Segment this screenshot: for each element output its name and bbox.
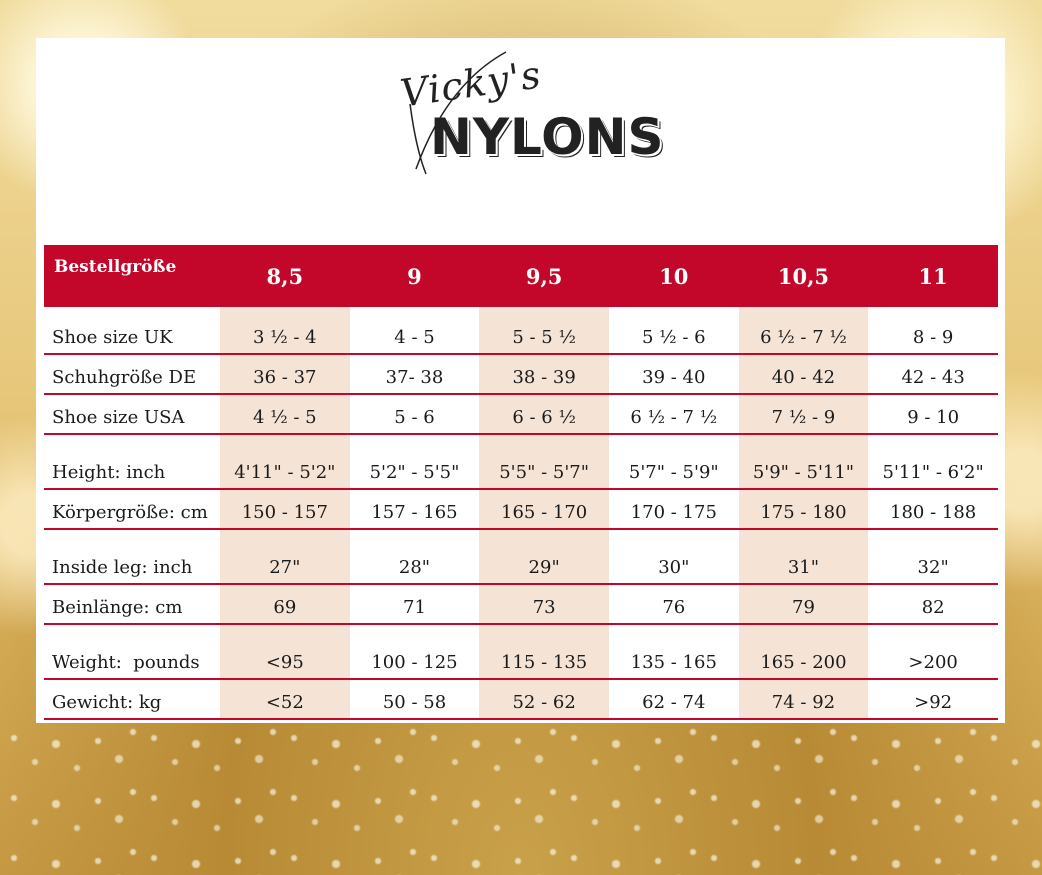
row-label: Gewicht: kg [44, 679, 220, 719]
table-cell: 27" [220, 545, 350, 584]
brand-logo [396, 44, 666, 204]
table-cell: 69 [220, 584, 350, 624]
table-cell: 4 ½ - 5 [220, 394, 350, 434]
table-cell: 82 [868, 584, 998, 624]
table-row [44, 315, 998, 354]
row-label: Shoe size UK [44, 315, 220, 354]
table-cell: 76 [609, 584, 739, 624]
table-cell: 31" [739, 545, 869, 584]
table-row [44, 450, 998, 489]
table-cell: 8 - 9 [868, 315, 998, 354]
table-cell: 74 - 92 [739, 679, 869, 719]
table-cell: 180 - 188 [868, 489, 998, 529]
table-cell: 37- 38 [350, 354, 480, 394]
table-cell: 5 ½ - 6 [609, 315, 739, 354]
table-cell: >200 [868, 640, 998, 679]
table-cell: 71 [350, 584, 480, 624]
table-row [44, 640, 998, 679]
table-cell: 52 - 62 [479, 679, 609, 719]
table-cell: 150 - 157 [220, 489, 350, 529]
table-cell: <95 [220, 640, 350, 679]
table-cell: 5'5" - 5'7" [479, 450, 609, 489]
table-row [44, 545, 998, 584]
size-heading: 9 [407, 263, 422, 289]
table-cell: 5 - 5 ½ [479, 315, 609, 354]
table-cell: 5'9" - 5'11" [739, 450, 869, 489]
size-chart-card [36, 38, 1005, 723]
table-cell: 5'11" - 6'2" [868, 450, 998, 489]
size-table [44, 245, 998, 720]
table-cell: 3 ½ - 4 [220, 315, 350, 354]
table-cell: 5 - 6 [350, 394, 480, 434]
table-row [44, 354, 998, 394]
size-heading: 10,5 [777, 263, 830, 289]
row-label: Körpergröße: cm [44, 489, 220, 529]
table-cell: 62 - 74 [609, 679, 739, 719]
table-cell: 6 - 6 ½ [479, 394, 609, 434]
table-cell: 6 ½ - 7 ½ [739, 315, 869, 354]
table-cell: <52 [220, 679, 350, 719]
size-header-row [44, 245, 998, 307]
table-cell: 100 - 125 [350, 640, 480, 679]
brand-name: NYLONS [430, 108, 665, 166]
table-cell: 28" [350, 545, 480, 584]
table-cell: 115 - 135 [479, 640, 609, 679]
table-row [44, 679, 998, 719]
size-heading: 10 [659, 263, 689, 289]
table-cell: 40 - 42 [739, 354, 869, 394]
size-heading: 11 [918, 263, 948, 289]
table-cell: 73 [479, 584, 609, 624]
table-row [44, 489, 998, 529]
table-cell: 7 ½ - 9 [739, 394, 869, 434]
table-cell: >92 [868, 679, 998, 719]
table-cell: 4'11" - 5'2" [220, 450, 350, 489]
table-cell: 32" [868, 545, 998, 584]
size-heading: 9,5 [525, 263, 563, 289]
row-label: Beinlänge: cm [44, 584, 220, 624]
table-cell: 165 - 170 [479, 489, 609, 529]
table-cell: 29" [479, 545, 609, 584]
table-cell: 6 ½ - 7 ½ [609, 394, 739, 434]
table-row [44, 394, 998, 434]
table-cell: 165 - 200 [739, 640, 869, 679]
table-cell: 50 - 58 [350, 679, 480, 719]
table-cell: 36 - 37 [220, 354, 350, 394]
table-cell: 79 [739, 584, 869, 624]
table-cell: 157 - 165 [350, 489, 480, 529]
row-label: Inside leg: inch [44, 545, 220, 584]
size-heading: 8,5 [266, 263, 304, 289]
table-cell: 9 - 10 [868, 394, 998, 434]
table-cell: 4 - 5 [350, 315, 480, 354]
table-cell: 135 - 165 [609, 640, 739, 679]
table-cell: 38 - 39 [479, 354, 609, 394]
table-cell: 39 - 40 [609, 354, 739, 394]
row-label: Height: inch [44, 450, 220, 489]
glitter-background [0, 720, 1042, 875]
table-cell: 5'7" - 5'9" [609, 450, 739, 489]
table-cell: 170 - 175 [609, 489, 739, 529]
brand-script: Vicky's [397, 52, 545, 116]
table-cell: 175 - 180 [739, 489, 869, 529]
table-cell: 30" [609, 545, 739, 584]
table-cell: 42 - 43 [868, 354, 998, 394]
header-label: Bestellgröße [54, 257, 177, 277]
row-label: Schuhgröße DE [44, 354, 220, 394]
table-row [44, 584, 998, 624]
row-label: Shoe size USA [44, 394, 220, 434]
row-label: Weight: pounds [44, 640, 220, 679]
table-cell: 5'2" - 5'5" [350, 450, 480, 489]
